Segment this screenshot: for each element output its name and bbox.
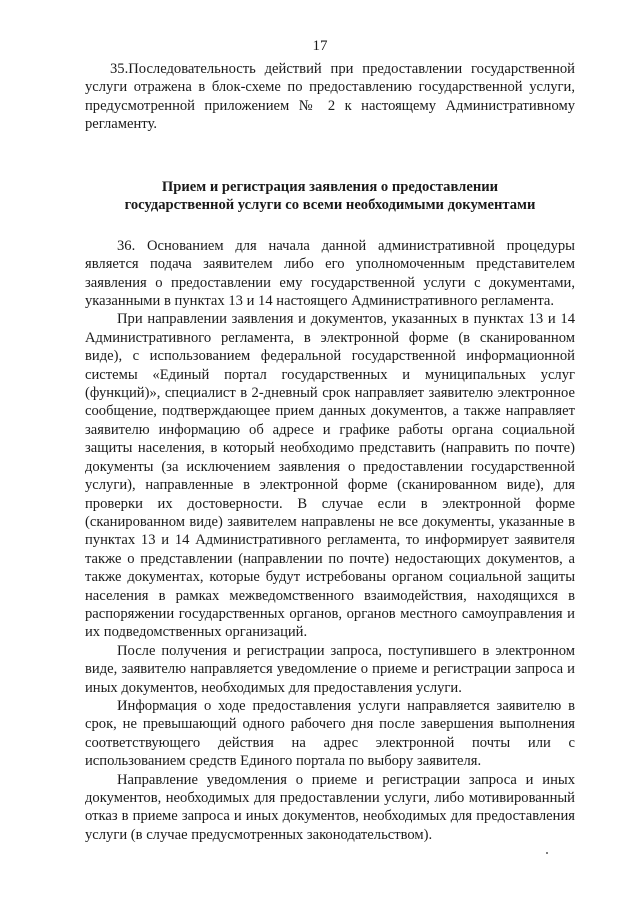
page-number: 17 <box>312 38 328 54</box>
paragraph-progress-info: Информация о ходе предоставления услуги направляется заявителю в срок, не превышающий одного рабочего дня после завершения выполнения соответствующего действия на адрес электронной почты или с использованием средств Единого портала по выбору заявителя. <box>85 697 575 770</box>
section-heading <box>85 178 575 215</box>
document-body <box>85 60 575 844</box>
section-heading-line-1: Прием и регистрация заявления о предоставлении <box>161 178 499 195</box>
paragraph-electronic-submission: При направлении заявления и документов, указанных в пунктах 13 и 14 Административного регламента, в электронной форме (в сканированном виде), с использованием федеральной государственной информационной системы «Единый портал государственных и муниципальных услуг (функций)», специалист в 2-дневный срок направляет заявителю электронное сообщение, подтверждающее прием данных документов, а также направляет заявителю информацию об адресе и графике работы органа социальной защиты населения, в который необходимо представить (направить по почте) документы (за исключением заявления о предоставлении государственной услуги), направленные в электронной форме (сканированном виде), для проверки их достоверности. В случае если в электронной форме (сканированном виде) заявителем направлены не все документы, указанные в пунктах 13 и 14 Административного регламента, то информирует заявителя также о представлении (направлении по почте) недостающих документов, а также документах, которые будут истребованы органом социальной защиты населения в рамках межведомственного взаимодействия, находящихся в распоряжении государственных органов, органов местного самоуправления и их подведомственных организаций. <box>85 311 575 641</box>
scan-speck <box>546 852 548 854</box>
paragraph-notification: Направление уведомления о приеме и регистрации запроса и иных документов, необходимых для предоставлении услуги, либо мотивированный отказ в приеме запроса и иных документов, необходимых для предоставления услуги (в случае предусмотренных законодательством). <box>85 771 575 843</box>
paragraph-36: 36. Основанием для начала данной административной процедуры является подача заявителем либо его уполномоченным представителем заявления о предоставлении ему государственной услуги с документами, указанными в пунктах 13 и 14 настоящего Административного регламента. <box>85 237 575 310</box>
paragraph-registration-notice: После получения и регистрации запроса, поступившего в электронном виде, заявителю направляется уведомление о приеме и регистрации запроса и иных документов, необходимых для предоставления услуги. <box>85 642 575 696</box>
intro-paragraph: 35.Последовательность действий при предоставлении государственной услуги отражена в блок-схеме по предоставлению государственной услуги, предусмотренной приложением № 2 к настоящему Административному регламенту. <box>85 61 575 133</box>
section-heading-line-2: государственной услуги со всеми необходимыми документами <box>124 197 536 214</box>
